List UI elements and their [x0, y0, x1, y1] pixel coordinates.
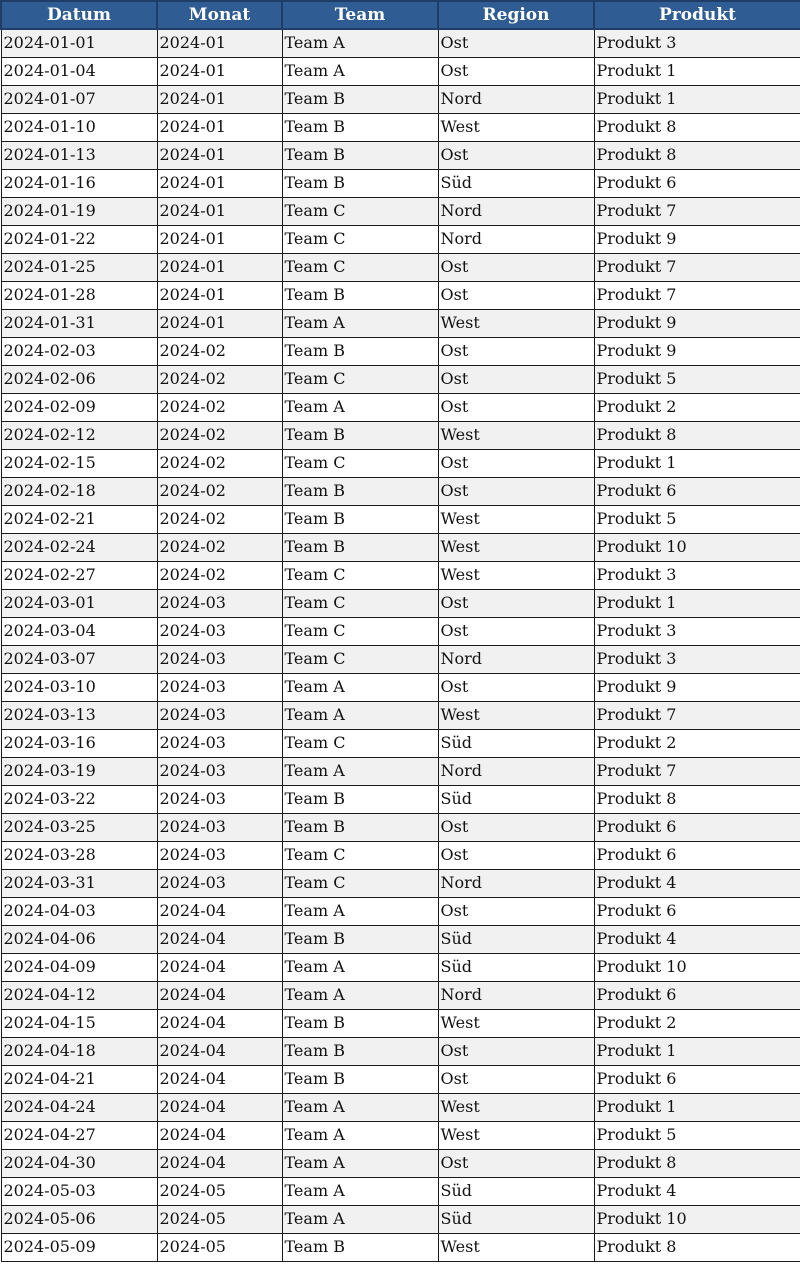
cell-produkt: Produkt 8: [594, 141, 800, 169]
cell-monat: 2024-03: [157, 701, 282, 729]
cell-team: Team B: [282, 533, 438, 561]
cell-monat: 2024-02: [157, 337, 282, 365]
cell-team: Team C: [282, 449, 438, 477]
cell-region: Ost: [438, 1149, 594, 1177]
cell-datum: 2024-01-07: [1, 85, 157, 113]
cell-team: Team A: [282, 981, 438, 1009]
cell-team: Team B: [282, 1037, 438, 1065]
cell-team: Team B: [282, 281, 438, 309]
table-header: [1, 1, 800, 29]
cell-datum: 2024-04-21: [1, 1065, 157, 1093]
cell-produkt: Produkt 2: [594, 729, 800, 757]
table-row: [1, 561, 800, 589]
cell-team: Team B: [282, 1065, 438, 1093]
cell-monat: 2024-04: [157, 925, 282, 953]
cell-monat: 2024-04: [157, 981, 282, 1009]
cell-region: Ost: [438, 253, 594, 281]
cell-region: Nord: [438, 197, 594, 225]
cell-produkt: Produkt 9: [594, 337, 800, 365]
cell-datum: 2024-02-03: [1, 337, 157, 365]
table-row: [1, 449, 800, 477]
cell-team: Team C: [282, 729, 438, 757]
table-row: [1, 701, 800, 729]
table-row: [1, 813, 800, 841]
cell-monat: 2024-01: [157, 141, 282, 169]
cell-region: Ost: [438, 1037, 594, 1065]
table-row: [1, 1009, 800, 1037]
cell-monat: 2024-01: [157, 169, 282, 197]
table-row: [1, 869, 800, 897]
table-row: [1, 729, 800, 757]
cell-monat: 2024-02: [157, 505, 282, 533]
cell-monat: 2024-01: [157, 29, 282, 57]
cell-produkt: Produkt 10: [594, 1205, 800, 1233]
cell-datum: 2024-01-10: [1, 113, 157, 141]
cell-region: Nord: [438, 869, 594, 897]
cell-datum: 2024-01-22: [1, 225, 157, 253]
cell-region: West: [438, 533, 594, 561]
table-row: [1, 57, 800, 85]
cell-produkt: Produkt 6: [594, 1065, 800, 1093]
cell-team: Team A: [282, 897, 438, 925]
cell-datum: 2024-03-31: [1, 869, 157, 897]
cell-datum: 2024-01-19: [1, 197, 157, 225]
header-team: Team: [282, 1, 438, 29]
cell-datum: 2024-02-09: [1, 393, 157, 421]
cell-region: Süd: [438, 953, 594, 981]
cell-datum: 2024-03-01: [1, 589, 157, 617]
cell-datum: 2024-02-27: [1, 561, 157, 589]
cell-team: Team C: [282, 561, 438, 589]
table-row: [1, 197, 800, 225]
header-row: [1, 1, 800, 29]
cell-team: Team A: [282, 29, 438, 57]
table-row: [1, 1037, 800, 1065]
cell-region: Ost: [438, 841, 594, 869]
cell-team: Team B: [282, 505, 438, 533]
table-row: [1, 757, 800, 785]
cell-datum: 2024-05-06: [1, 1205, 157, 1233]
cell-team: Team B: [282, 141, 438, 169]
cell-region: Süd: [438, 1177, 594, 1205]
cell-team: Team A: [282, 953, 438, 981]
cell-monat: 2024-03: [157, 673, 282, 701]
cell-region: Nord: [438, 225, 594, 253]
cell-region: West: [438, 309, 594, 337]
cell-region: Ost: [438, 365, 594, 393]
cell-produkt: Produkt 8: [594, 421, 800, 449]
table-row: [1, 337, 800, 365]
cell-team: Team C: [282, 197, 438, 225]
cell-region: Ost: [438, 393, 594, 421]
table-row: [1, 309, 800, 337]
table-row: [1, 925, 800, 953]
cell-region: Ost: [438, 1065, 594, 1093]
cell-produkt: Produkt 7: [594, 253, 800, 281]
table-row: [1, 1121, 800, 1149]
cell-produkt: Produkt 1: [594, 589, 800, 617]
cell-region: Süd: [438, 1205, 594, 1233]
table-row: [1, 225, 800, 253]
table-row: [1, 589, 800, 617]
cell-produkt: Produkt 3: [594, 617, 800, 645]
cell-datum: 2024-02-18: [1, 477, 157, 505]
cell-produkt: Produkt 9: [594, 309, 800, 337]
cell-datum: 2024-01-16: [1, 169, 157, 197]
cell-monat: 2024-03: [157, 617, 282, 645]
cell-team: Team A: [282, 757, 438, 785]
cell-datum: 2024-02-15: [1, 449, 157, 477]
table-row: [1, 85, 800, 113]
cell-produkt: Produkt 7: [594, 757, 800, 785]
cell-team: Team C: [282, 589, 438, 617]
cell-region: West: [438, 701, 594, 729]
cell-team: Team B: [282, 421, 438, 449]
table-row: [1, 673, 800, 701]
cell-region: West: [438, 561, 594, 589]
cell-team: Team B: [282, 113, 438, 141]
cell-monat: 2024-04: [157, 1093, 282, 1121]
cell-datum: 2024-02-12: [1, 421, 157, 449]
table-row: [1, 1177, 800, 1205]
cell-region: Ost: [438, 897, 594, 925]
cell-monat: 2024-01: [157, 281, 282, 309]
table-row: [1, 1205, 800, 1233]
table-row: [1, 785, 800, 813]
cell-team: Team B: [282, 813, 438, 841]
cell-region: Ost: [438, 477, 594, 505]
cell-produkt: Produkt 1: [594, 449, 800, 477]
cell-region: Süd: [438, 785, 594, 813]
cell-team: Team C: [282, 869, 438, 897]
table-row: [1, 1149, 800, 1177]
table-row: [1, 113, 800, 141]
cell-team: Team C: [282, 617, 438, 645]
cell-produkt: Produkt 5: [594, 365, 800, 393]
cell-produkt: Produkt 5: [594, 505, 800, 533]
table-row: [1, 141, 800, 169]
cell-team: Team B: [282, 925, 438, 953]
cell-datum: 2024-03-25: [1, 813, 157, 841]
cell-monat: 2024-03: [157, 757, 282, 785]
cell-monat: 2024-02: [157, 421, 282, 449]
cell-produkt: Produkt 7: [594, 197, 800, 225]
cell-monat: 2024-02: [157, 393, 282, 421]
cell-monat: 2024-01: [157, 309, 282, 337]
cell-datum: 2024-04-30: [1, 1149, 157, 1177]
header-region: Region: [438, 1, 594, 29]
cell-team: Team A: [282, 309, 438, 337]
cell-monat: 2024-02: [157, 365, 282, 393]
cell-produkt: Produkt 8: [594, 113, 800, 141]
cell-team: Team C: [282, 645, 438, 673]
cell-datum: 2024-03-04: [1, 617, 157, 645]
table-row: [1, 505, 800, 533]
cell-monat: 2024-03: [157, 813, 282, 841]
cell-region: Nord: [438, 757, 594, 785]
cell-produkt: Produkt 8: [594, 1233, 800, 1261]
table-row: [1, 953, 800, 981]
cell-region: Süd: [438, 925, 594, 953]
table-row: [1, 1065, 800, 1093]
cell-monat: 2024-01: [157, 197, 282, 225]
cell-monat: 2024-04: [157, 1065, 282, 1093]
cell-produkt: Produkt 1: [594, 85, 800, 113]
table-row: [1, 841, 800, 869]
table-row: [1, 169, 800, 197]
cell-datum: 2024-03-07: [1, 645, 157, 673]
cell-produkt: Produkt 9: [594, 225, 800, 253]
cell-produkt: Produkt 2: [594, 393, 800, 421]
cell-region: Ost: [438, 813, 594, 841]
table-row: [1, 421, 800, 449]
cell-datum: 2024-01-13: [1, 141, 157, 169]
cell-team: Team B: [282, 477, 438, 505]
cell-region: West: [438, 505, 594, 533]
cell-monat: 2024-03: [157, 729, 282, 757]
cell-team: Team C: [282, 841, 438, 869]
cell-monat: 2024-04: [157, 897, 282, 925]
cell-datum: 2024-03-13: [1, 701, 157, 729]
cell-monat: 2024-03: [157, 645, 282, 673]
cell-monat: 2024-02: [157, 449, 282, 477]
cell-monat: 2024-01: [157, 253, 282, 281]
cell-region: Ost: [438, 281, 594, 309]
cell-monat: 2024-03: [157, 785, 282, 813]
cell-monat: 2024-01: [157, 85, 282, 113]
cell-datum: 2024-05-03: [1, 1177, 157, 1205]
cell-team: Team B: [282, 785, 438, 813]
cell-produkt: Produkt 10: [594, 953, 800, 981]
cell-datum: 2024-01-31: [1, 309, 157, 337]
cell-produkt: Produkt 7: [594, 281, 800, 309]
cell-produkt: Produkt 5: [594, 1121, 800, 1149]
cell-datum: 2024-03-19: [1, 757, 157, 785]
cell-produkt: Produkt 3: [594, 645, 800, 673]
cell-region: Süd: [438, 729, 594, 757]
table-body: [1, 29, 800, 1261]
cell-team: Team A: [282, 1121, 438, 1149]
cell-monat: 2024-03: [157, 841, 282, 869]
cell-team: Team B: [282, 1009, 438, 1037]
header-monat: Monat: [157, 1, 282, 29]
cell-datum: 2024-04-24: [1, 1093, 157, 1121]
table-row: [1, 29, 800, 57]
cell-datum: 2024-01-04: [1, 57, 157, 85]
cell-team: Team A: [282, 393, 438, 421]
cell-monat: 2024-05: [157, 1233, 282, 1261]
cell-monat: 2024-05: [157, 1205, 282, 1233]
cell-produkt: Produkt 6: [594, 813, 800, 841]
cell-region: Ost: [438, 673, 594, 701]
cell-produkt: Produkt 6: [594, 169, 800, 197]
cell-monat: 2024-01: [157, 225, 282, 253]
table-row: [1, 365, 800, 393]
cell-datum: 2024-03-28: [1, 841, 157, 869]
table-row: [1, 253, 800, 281]
cell-region: West: [438, 1121, 594, 1149]
cell-region: West: [438, 1009, 594, 1037]
cell-produkt: Produkt 4: [594, 869, 800, 897]
cell-monat: 2024-01: [157, 57, 282, 85]
cell-datum: 2024-04-27: [1, 1121, 157, 1149]
cell-monat: 2024-02: [157, 477, 282, 505]
cell-produkt: Produkt 1: [594, 1093, 800, 1121]
cell-produkt: Produkt 3: [594, 29, 800, 57]
cell-team: Team B: [282, 337, 438, 365]
cell-team: Team C: [282, 253, 438, 281]
cell-produkt: Produkt 2: [594, 1009, 800, 1037]
cell-datum: 2024-04-15: [1, 1009, 157, 1037]
cell-team: Team A: [282, 1149, 438, 1177]
cell-region: Ost: [438, 57, 594, 85]
table-row: [1, 1093, 800, 1121]
table-row: [1, 1233, 800, 1261]
cell-team: Team A: [282, 57, 438, 85]
table-row: [1, 981, 800, 1009]
cell-team: Team C: [282, 365, 438, 393]
cell-monat: 2024-03: [157, 869, 282, 897]
cell-datum: 2024-04-18: [1, 1037, 157, 1065]
cell-region: Ost: [438, 617, 594, 645]
table-row: [1, 393, 800, 421]
cell-monat: 2024-02: [157, 561, 282, 589]
cell-datum: 2024-04-06: [1, 925, 157, 953]
cell-region: Nord: [438, 981, 594, 1009]
cell-datum: 2024-03-16: [1, 729, 157, 757]
cell-produkt: Produkt 4: [594, 1177, 800, 1205]
cell-datum: 2024-01-01: [1, 29, 157, 57]
cell-region: West: [438, 421, 594, 449]
cell-produkt: Produkt 9: [594, 673, 800, 701]
cell-produkt: Produkt 7: [594, 701, 800, 729]
cell-monat: 2024-04: [157, 1149, 282, 1177]
table-row: [1, 281, 800, 309]
cell-monat: 2024-04: [157, 1009, 282, 1037]
cell-team: Team C: [282, 225, 438, 253]
cell-datum: 2024-03-22: [1, 785, 157, 813]
cell-region: Ost: [438, 337, 594, 365]
cell-region: West: [438, 113, 594, 141]
cell-region: Nord: [438, 85, 594, 113]
cell-region: Nord: [438, 645, 594, 673]
table-row: [1, 645, 800, 673]
cell-region: West: [438, 1093, 594, 1121]
cell-monat: 2024-05: [157, 1177, 282, 1205]
cell-team: Team B: [282, 1233, 438, 1261]
cell-team: Team A: [282, 1093, 438, 1121]
cell-produkt: Produkt 1: [594, 1037, 800, 1065]
header-produkt: Produkt: [594, 1, 800, 29]
cell-produkt: Produkt 1: [594, 57, 800, 85]
cell-datum: 2024-04-09: [1, 953, 157, 981]
cell-region: West: [438, 1233, 594, 1261]
cell-monat: 2024-04: [157, 1037, 282, 1065]
table-row: [1, 477, 800, 505]
cell-monat: 2024-01: [157, 113, 282, 141]
cell-team: Team A: [282, 673, 438, 701]
cell-produkt: Produkt 6: [594, 897, 800, 925]
cell-produkt: Produkt 4: [594, 925, 800, 953]
cell-region: Süd: [438, 169, 594, 197]
cell-team: Team A: [282, 1177, 438, 1205]
cell-datum: 2024-03-10: [1, 673, 157, 701]
cell-region: Ost: [438, 589, 594, 617]
cell-datum: 2024-04-12: [1, 981, 157, 1009]
cell-produkt: Produkt 6: [594, 981, 800, 1009]
cell-datum: 2024-04-03: [1, 897, 157, 925]
cell-region: Ost: [438, 141, 594, 169]
cell-datum: 2024-01-25: [1, 253, 157, 281]
cell-monat: 2024-04: [157, 953, 282, 981]
cell-produkt: Produkt 3: [594, 561, 800, 589]
cell-produkt: Produkt 8: [594, 1149, 800, 1177]
cell-team: Team B: [282, 85, 438, 113]
cell-monat: 2024-04: [157, 1121, 282, 1149]
cell-produkt: Produkt 10: [594, 533, 800, 561]
cell-produkt: Produkt 8: [594, 785, 800, 813]
cell-datum: 2024-02-24: [1, 533, 157, 561]
cell-datum: 2024-02-21: [1, 505, 157, 533]
cell-datum: 2024-05-09: [1, 1233, 157, 1261]
table-row: [1, 617, 800, 645]
cell-region: Ost: [438, 449, 594, 477]
cell-team: Team B: [282, 169, 438, 197]
header-datum: Datum: [1, 1, 157, 29]
cell-produkt: Produkt 6: [594, 841, 800, 869]
cell-monat: 2024-03: [157, 589, 282, 617]
cell-produkt: Produkt 6: [594, 477, 800, 505]
cell-team: Team A: [282, 1205, 438, 1233]
cell-team: Team A: [282, 701, 438, 729]
table-row: [1, 533, 800, 561]
cell-datum: 2024-02-06: [1, 365, 157, 393]
cell-region: Ost: [438, 29, 594, 57]
cell-datum: 2024-01-28: [1, 281, 157, 309]
table-row: [1, 897, 800, 925]
cell-monat: 2024-02: [157, 533, 282, 561]
